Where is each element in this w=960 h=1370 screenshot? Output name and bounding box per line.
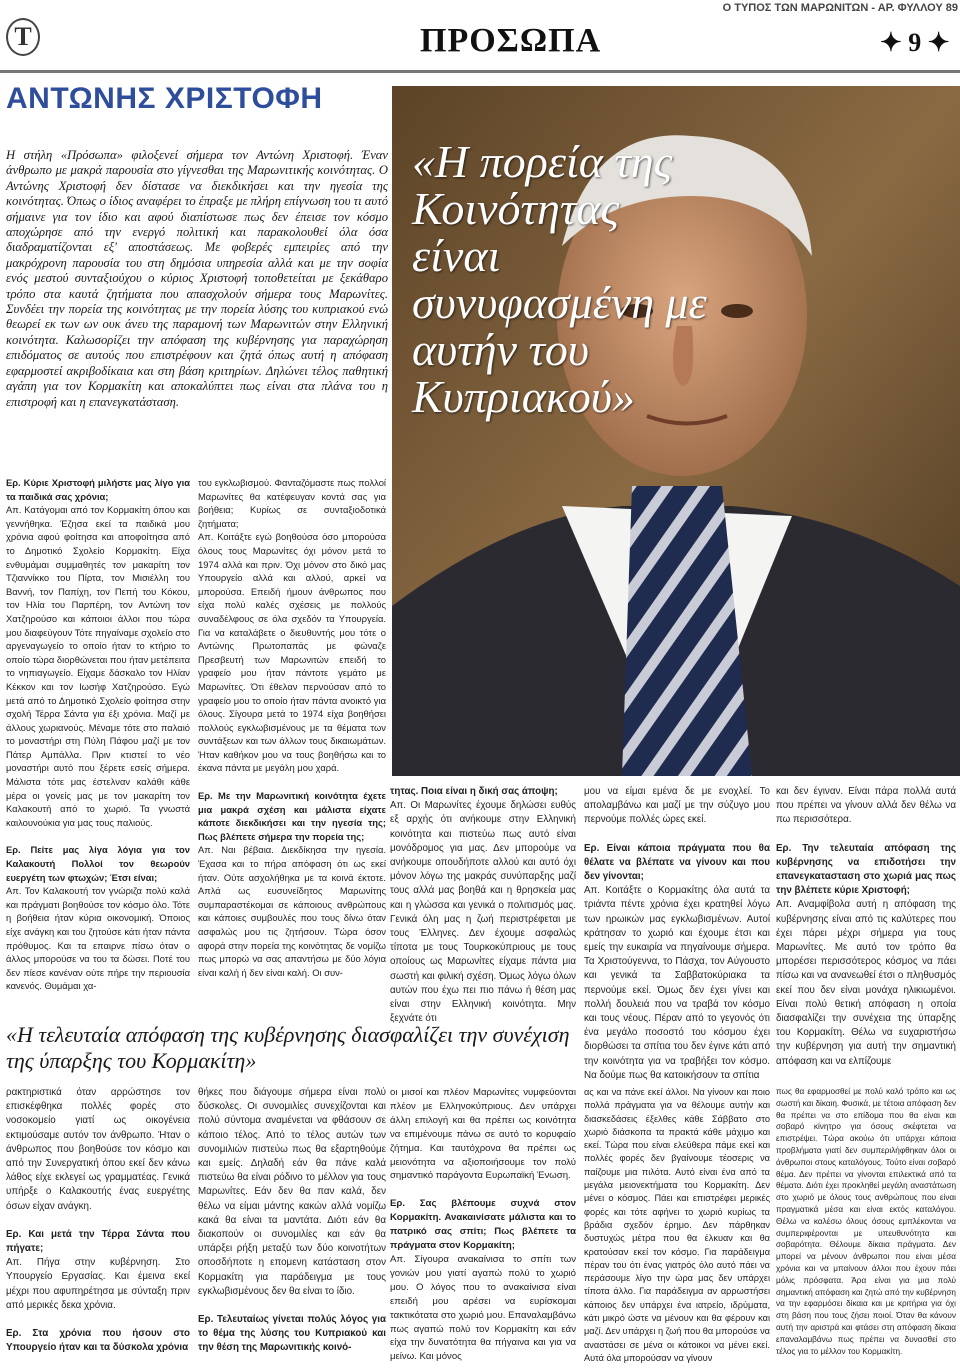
- bottom-column-3: [390, 1086, 576, 1364]
- interview-answer: μου να είμαι εμένα δε με ενοχλεί. Το απολαμβάνω και μαζί με την σύζυγο μου περνούμε πολλές ώρες εκεί.: [584, 786, 770, 826]
- interview-question: Ερ. Τελευταίως γίνεται πολύς λόγος για το θέμα της λύσης του Κυπριακού και την θέση της Μαρωνιτικής κοινό-: [198, 1314, 386, 1354]
- interview-answer: Απ. Κατάγομαι από τον Κορμακίτη όπου και γεννήθηκα. Έζησα εκεί τα παιδικά μου χρόνια αφού φοίτησα και αποφοίτησα από το Δημοτικό Σχολείο Κορμακίτη. Είχα ενθυμάμαι συμμαθητές τον μακαρίτη τον Τζιαννίκκο του Πίρτα, τον Μισιέλλη του Βαννή, τον Παπίχη, τον Πεπή του Κόκου, τον Ηλία του Παρπέρη, τον Αντώνη τον Χατζηρούσο και κάποιοι άλλοι που τώρα μου διαφεύγουν Τότε πηγαίναμε σχολείο στο αργεναγωγείο το οποίο ήταν το κτήριο το οποίο τώρα διορθώνεται που ήταν μετέπειτα το νηπιαγωγείο. Είχαμε δάσκαλο τον Ηλίαν Κέκκον και τον Ιωσήφ Χατζηρούσο. Εγώ μετά από το Δημοτικό Σχολείο φοίτησα στην σχολή Τέρρα Σάντα για έξι χρόνια. Μαζί με άλλους χωριανούς. Μέναμε τότε στο παλαιό το μοναστήρι στη Πύλη Πάφου μαζί με τον Πάτερ Αμπάλλα. Πριν κτιστεί το νέο μοναστήρι αυτό που ξέρετε εσείς σήμερα. Μάλιστα τότε μας έστελναν καλάθι κάθε μέρα οι γονείς μας με τον μακαρίτη τον Καλακουτή από το χωριό. Τα γνωστά καιλουνούκια για μας τους παλιούς.: [6, 504, 190, 828]
- section-title: ΠΡΟΣΩΠΑ: [420, 22, 602, 59]
- column-3: [390, 785, 576, 1026]
- column-2: [198, 476, 386, 979]
- interview-answer: πως θα εφαρμοσθεί με πολύ καλό τρόπο και ως σωστή και δίκαιη. Φυσικά, με τέτοια απόφαση δεν θα πρέπει να στο επίδομα που θα είναι και σοβαρό κίνητρο για όσους σκέφτεται να επιστρέψει. Τώρα ακούω ότι υπάρχει κάποια προβλήματα γιατί δεν συμπεριλήφθηκαν όλοι οι άνθρωποι στους καταλόγους. Τούτο είναι σοβαρό θέμα. Δεν πρέπει να γίνονται επιλεκτικά από τα θέματα. Διότι έχει προκληθεί μεγάλη αναστάτωση στο χωριό με όλους τους ανθρώπους που είναι πραγματικά μέσα και είναι εκτός καταλόγου. Θέλω να καλέσω όλους όσους εμπλέκονται να συμπεριφέρονται με υπευθυνότητα και σοβαρότητα. Θέλουμε δίκαια πράγματα. Δεν μπορεί να μένουν άνθρωποι που είναι μέσα χρόνια και να μπαίνουν άλλοι που έχουν πάει μόλις πρόσφατα. Άρα είναι για μια πολύ σημαντική απόφαση και ζητώ από την κυβέρνηση να την εφαρμόσει δίκαια και με κριτήρια για όχι στη βάση που τους ζήσει ποιοί. Όταν θα κάνουν αυτή την αριστρά και φτάσει στη απόφαση δίκαια επαναλαμβάνω πως πρέπει να δυνασθεί στο τέλος για το μέλλον του Κορμακίτη.: [776, 1087, 956, 1356]
- interview-question: Ερ. Πείτε μας λίγα λόγια για τον Καλακουτή Πολλοί τον θεωρούν ευεργέτη των φτωχών; Έτσι είναι;: [6, 844, 190, 883]
- column-5: [776, 785, 956, 1069]
- interview-answer: Απ. Οι Μαρωνίτες έχουμε δηλώσει ευθύς εξ αρχής ότι ανήκουμε στην Ελληνική κοινότητα και πιστεύω πως αυτό είναι μονόδρομος για μας. Δεν μπορούμε να ανήκουμε οπουδήποτε αλλού και αυτό όχι μόνον λόγω της μακράς συνύπαρξης μαζί τους αλλά μας βοηθά και η θρησκεία μας και η γλώσσα και γενικά ο πολιτισμός μας. Γενικά όλη μας η ζωή περιστρέφεται με τους Έλληνες. Δεν έχουμε ασφαλώς τίποτα με τους Τουρκοκύπριους με τους οποίους ως Μαρωνίτες είχαμε πάντα μια σωστή και φιλική σχέση. Όμως λόγω όλων αυτών που έχω πει πιο πάνω ή θέση μας είναι στην Ελληνική κοινότητα. Μην ξεχνάτε ότι: [390, 800, 576, 1025]
- article-lead: Η στήλη «Πρόσωπα» φιλοξενεί σήμερα τον Αντώνη Χριστοφή. Έναν άνθρωπο με μακρά παρουσία στο γίγνεσθαι της Μαρωνιτικής κοινότητας. Ο Αντώνης Χριστοφή δεν δίστασε να διεκδικήσει και την ηγεσία της κοινότητας. Όπως ο ίδιος αναφέρει το έπραξε με πλήρη επίγνωση του τι αυτό σήμαινε για τον ίδιο και αφού διαπίστωσε πως δεν έπεισε τον κόσμο αποχώρησε από την ενεργό πολιτική και παρακολουθεί όλα όσα διαδραματίζονται εξ' αποστάσεως. Με φοβερές εμπειρίες από την μακρόχρονη παρουσία του στη δημόσια υπηρεσία αλλά και με την σοφία ενός μεστού συνταξιούχου ο κύριος Χριστοφή τοποθετείται με ξεκάθαρο τρόπο στα καυτά ζητήματα που απασχολούν σήμερα τους Μαρωνίτες. Συνδέει την πορεία της κοινότητας με την πορεία λύσης του κυπριακού ενώ θεωρεί εκ των ων ουκ άνευ της παραμονή των Μαρωνιτών στην Ελληνική κοινότητα. Καλωσορίζει την απόφαση της κυβέρνησης για παραχώρηση επιδόματος σε αυτούς που επιστρέφουν και ζητά όπως αυτή η απόφαση εφαρμοστεί ακριβοδίκαια και στη βάση κριτηρίων. Δηλώνει τέλος παθητική αγάπη για τον Κορμακίτη και αποκαλύπτει πως είναι στα πλάνα του η επιστροφή και η επανεγκατάσταση.: [6, 148, 388, 409]
- column-4: [584, 785, 770, 1083]
- newspaper-logo: T: [6, 18, 40, 56]
- interview-question: Ερ. Είναι κάποια πράγματα που θα θέλατε να βλέπατε να γίνουν και που δεν γίνονται;: [584, 842, 770, 883]
- bottom-column-4: [584, 1086, 770, 1365]
- interview-answer: ρακτηριστικά όταν αρρώστησε τον επισκέφθηκα πολλές φορές στο νοσοκομείο γιατί ως οικογένεια εκτιμούσαμε αυτόν τον άνθρωπο. Ήταν ο άνθρωπος που βοηθούσε τον κόσμο και από την Συνεργατική όπου εκεί δεν κάνω λάθος είχε εκλεγεί ως γραμματέας. Γενικά υπήρξε ο Καλακουτής ένας ευεργέτης όσων είχαν ανάγκη.: [6, 1087, 190, 1212]
- article-title: ΑΝΤΩΝΗΣ ΧΡΙΣΤΟΦΗ: [6, 82, 323, 115]
- interview-answer: Απ. Τον Καλακουτή τον γνώριζα πολύ καλά και πράγματι βοηθούσε τον κόσμο όλο. Τότε η βοήθεια ήταν κύρια οικονομική. Όποιος είχε ανάγκη και του ζητούσε κάτι ήταν πάντα πρόθυμος. Και τα επαιρνε πίσω όταν ο άλλος μπορούσε να του τα δώσει. Ποτέ του δεν πίεσε κανέναν ούτε πήρε την περιουσία κανενός. Θυμάμαι χα-: [6, 885, 190, 992]
- main-pull-quote: «Η πορεία της Κοινότητας είναι συνυφασμένη με αυτήν του Κυπριακού»: [412, 136, 707, 422]
- interview-answer: ας και να πάνε εκεί άλλοι. Να γίνουν και ποιο πολλά πράγματα για να θέλουμε αυτήν και διασκεδάσεις έξελθες κάθε Σάββατο στο χωριό διάσκοπα τα πρακτά κάθε μάχιμο και εκεί. Τώρα που είναι ελεύθερα πάμε εκεί και πολλές φορές δεν βγαίνουμε τέοσερις να παίζουμε μια πιλότα. Αυτό είναι ένα από τα μεγάλα μειονεκτήματα του Κορμακίτη. Δεν μένει ο κόσμος. Πάει και επιστρέφει μερικές φορές και τότε αφήνει το χωριό κυρίως τα βράδια σχεδόν έρημο. Δεν πάρθηκαν δυστυχώς μέτρα που θα έλκυαν και θα κρατούσαν εκεί τον κόσμο. Για παράδειγμα πέραν του ότι ένας γιατρός όλο αυτό πάει να περάσουμε λίγο την ώρα μας δεν υπάρχει τίποτα άλλο. Για παράδειγμα αν αρρωστήσει κάποιος δεν υπάρχει ένα ιατρείο, ιδρύματα, κάτι μικρό ώστε να μένουν και θα φέρουν και μαζί. Δεν υπάρχει η ζωή που θα μπορούσε να αναστάσει σε μένα οι κάτοικοι να μένει εκεί. Αυτά όλα μπορούσαν να γίνουν: [584, 1087, 770, 1363]
- interview-answer: Απ. Αναμφίβολα αυτή η απόφαση της κυβέρνησης είναι από τις καλύτερες που έχει πάρει μέχρι σήμερα για τους Μαρωνίτες. Με αυτό τον τρόπο θα μπορέσει περισσότερος κόσμος να πάει πίσω και να ανανεωθεί έτσι ο πληθυσμός εκεί που δεν είναι μονάχα ηλικιωμένοι. Είναι πολύ θετική απόφαση η οποία διασφαλίζει την συνέχεια της ύπαρξης του Κορμακίτη. Θέλω να ευχαριστήσω την κυβέρνηση για αυτή την σημαντική απόφαση και να ελπίζουμε: [776, 899, 956, 1067]
- publication-line: Ο ΤΥΠΟΣ ΤΩΝ ΜΑΡΩΝΙΤΩΝ - ΑΡ. ΦΥΛΛΟΥ 89: [722, 2, 958, 14]
- interview-answer: θήκες που διάγουμε σήμερα είναι πολύ δύσκολες. Οι συνομιλίες συνεχίζονται και πολύ σύντομα αναμένεται να φθάσουν σε κάποιο τέλος. Από το τέλος αυτών των συνομιλιών πιστεύω πως θα εξαρτηθούμε και εμείς. Δηλαδή εάν θα πάνε καλά πιστεύω θα είναι ρόδινο το μέλλον για τους Μαρωνίτες. Εάν δεν θα παν καλά, δεν θέλω να είμαι μάντης κακών αλλά νομίζω κακά θα είναι τα μαντάτα. Διότι εάν θα διακοπούν οι συνομιλίες και εάν θα υπάρξει ρήξη μεταξύ των δύο κοινοτήτων οποσδήποτε η επομενη κατάσταση στον Κορμακίτη για παράδειγμα με τους εγκλωβισμένους δεν θα είναι το ίδιο.: [198, 1087, 386, 1297]
- column-1: [6, 476, 190, 993]
- interview-question: Ερ. Και μετά την Τέρρα Σάντα που πήγατε;: [6, 1228, 190, 1255]
- bottom-column-5: [776, 1086, 956, 1357]
- interview-answer: και δεν έγιναν. Είναι πάρα πολλά αυτά που πρέπει να γίνουν αλλά δεν θέλω να πω περισσότερα.: [776, 786, 956, 826]
- interview-question: Ερ. Σας βλέπουμε συχνά στον Κορμακίτη. Ανακαινίσατε μάλιστα και το πατρικό σας σπίτι; Πως βλέπετε τα πράγματα στον Κορμακίτη;: [390, 1198, 576, 1252]
- interview-answer: Απ. Κοιτάξτε ο Κορμακίτης όλα αυτά τα τριάντα πέντε χρόνια έχει κρατηθεί λόγω των ηρωικών μας εγκλωβισμένων. Αυτοί κράτησαν το χωριό και έχουμε έτσι και εμείς την ευκαιρία να πηγαίνουμε σήμερα. Τα Χριστούγεννα, το Πάσχα, τον Αύγουστο και γενικά τα Σαββατοκύριακα τα περνούμε εκεί. Όμως δεν έχει γίνει και πολλή δουλειά που να τραβά τον κόσμο και τους νέους. Πέραν από το γεγονός ότι ένα μεγάλο ποσοστό του κόσμου έχει διορθώσει τα σπίτια του δεν έγινε κάτι από την κοινότητα για να τραβήξει τον κόσμο. Να δούμε πως θα κατοικήσουν τα σπίτια: [584, 885, 770, 1081]
- interview-answer: οι μισοί και πλέον Μαρωνίτες νυμφεύονται πλέον με Ελληνοκύπριους. Δεν υπάρχει άλλη επιλογή και θα πρέπει ως κοινότητα να επιμένουμε πάνω σε αυτό το κορυφαίο ζήτημα. Και ταυτόχρονα θα πρέπει ως μειονότητα να αξιοποιήσουμε τον πολύ σημαντικό παράγοντα Ευρωπαϊκή Ένωση.: [390, 1087, 576, 1182]
- interview-answer: Απ. Ναι βέβαια. Διεκδίκησα την ηγεσία. Έχασα και το πήρα απόφαση ότι ως εκεί ήταν. Ούτε ασχολήθηκα με τα κοινά έκτοτε. Απλά ως ευσυνείδητος Μαρωνίτης συμπαραστέκομαι σε κάποιους ανθρώπους και κάποιες συμβουλές που τους δίνω όταν ασφαλώς μου τις ζητήσουν. Τώρα όσον αφορά στην πορεία της κοινότητας δε νομίζω πως μπορώ να σας απαντήσω με δύο λόγια είναι καλή ή δεν είναι καλή. Οι συν-: [198, 844, 386, 978]
- bottom-column-2: [198, 1086, 386, 1356]
- header-rule: [0, 70, 960, 73]
- bottom-column-1: [6, 1086, 190, 1355]
- interview-answer: Απ. Κοιτάξτε εγώ βοηθούσα όσο μπορούσα όλους τους Μαρωνίτες όχι μόνον μετά το 1974 αλλά και πριν. Όχι μόνον στο δικό μας Υπουργείο αλλά και αλλού, αρκεί να μπορούσα. Επειδή ήμουν άνθρωπος που είχα πολύ καλές σχέσεις με πολλούς συναδέλφους σε όλα σχεδόν τα Υπουργεία. Για να καταλάβετε ο διευθυντής μου τότε ο Αντώνης Πρωτοπαπάς με φώναζε Πρεσβευτή των Μαρωνιτών επειδή το γραφείο μου ήταν πάντοτε γεμάτο με Μαρωνίτες. Ότι έθελαν περνούσαν από το γραφείο μου το οποίο ήταν πάντα ανοικτό για όλους. Σίγουρα μετά το 1974 είχα βοηθήσει πολλούς εγκλωβισμένους με τα θέματα των συντάξεων και των άλλων τους δικαιωμάτων. Ήταν καθήκον μου να τους βοηθήσω και το έκανα πάντα με μεγάλη μου χαρά.: [198, 531, 386, 774]
- second-pull-quote: «Η τελευταία απόφαση της κυβέρνησης διασφαλίζει την συνέχιση της ύπαρξης του Κορμακίτη»: [6, 1022, 570, 1073]
- page-number: ✦ 9 ✦: [880, 28, 950, 57]
- interview-question: Ερ. Στα χρόνια που ήσουν στο Υπουργείο ήταν και τα δύσκολα χρόνια: [6, 1328, 190, 1354]
- interview-question: Ερ. Την τελευταία απόφαση της κυβέρνησης να επιδοτήσει την επανεγκατασταση στο χωριά μας πως την βλέπετε κύριε Χριστοφή;: [776, 842, 956, 897]
- interview-question: Ερ. Κύριε Χριστοφή μιλήστε μας λίγο για τα παιδικά σας χρόνια;: [6, 477, 190, 502]
- interview-answer: Απ. Σίγουρα ανακαίνισα το σπίτι των γονιών μου γιατί αγαπώ πολύ το χωριό μου. Ο λόγος που το ανακαίνισα είναι επειδή μου αρέσει να ευρίσκομαι τακτικότατα στο χωριό μου. Επαναλαμβάνω πως αγαπώ πολύ τον Κορμακίτη και εάν είχα την δυνατότητα θα πήγαινα και για να μείνω. Και μόνος: [390, 1253, 576, 1363]
- interview-answer: Απ. Πήγα στην κυβέρνηση. Στο Υπουργείο Εργασίας. Και έμεινα εκεί μέχρι που αφυπηρέτησα με σύνταξη πριν από μερικές δεκα χρόνια.: [6, 1257, 190, 1311]
- interview-question: Ερ. Με την Μαρωνιτική κοινότητα έχετε μια μακρά σχέση και μάλιστα είχατε κάποτε διεκδικήσει και την ηγεσία της; Πως βλέπετε σήμερα την πορεία της;: [198, 790, 386, 842]
- interview-question: τητας. Ποια είναι η δική σας άποψη;: [390, 786, 558, 797]
- interview-answer: του εγκλωβισμού. Φανταζόμαστε πως πολλοί Μαρωνίτες θα κατέφευγαν κοντά σας για βοήθεια; Κυρίως σε συνταξιοδοτικά ζητήματα;: [198, 477, 386, 529]
